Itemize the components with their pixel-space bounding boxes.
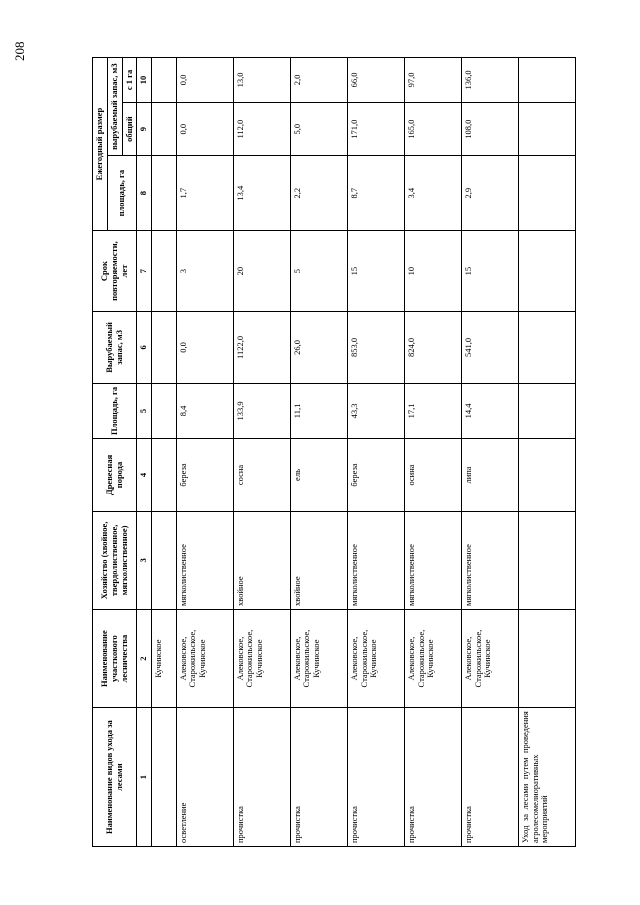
table-cell-c9: 5,0 (290, 102, 347, 155)
table-cell-c4 (152, 439, 177, 512)
table-cell-c2 (518, 610, 575, 708)
table-cell-c5: 43,3 (347, 383, 404, 439)
table-cell-c2: Алековское, Старожильское, Кучинское (176, 610, 233, 708)
table-row (461, 58, 518, 847)
rotated-table-container (92, 57, 576, 847)
header-annual-area: площадь, га (107, 156, 137, 231)
table-cell-c10: 13,0 (233, 58, 290, 103)
column-number: 2 (137, 610, 152, 708)
column-number: 1 (137, 708, 152, 847)
table-cell-c8: 13,4 (233, 156, 290, 231)
table-cell-c8 (152, 156, 177, 231)
table-cell-c1: прочистка (290, 708, 347, 847)
table-cell-c2: Алековское, Старожильское, Кучинское (233, 610, 290, 708)
table-row (290, 58, 347, 847)
table-cell-c8: 2,2 (290, 156, 347, 231)
table-cell-c1: прочистка (347, 708, 404, 847)
table-cell-c7: 3 (176, 231, 233, 312)
table-body (152, 58, 576, 847)
table-row (233, 58, 290, 847)
table-cell-c4: сосна (233, 439, 290, 512)
table-cell-c3: хвойное (233, 511, 290, 609)
table-cell-c3: мягколиственное (176, 511, 233, 609)
table-cell-c9: 171,0 (347, 102, 404, 155)
table-cell-c5: 11,1 (290, 383, 347, 439)
table-cell-c6: 0,0 (176, 312, 233, 384)
table-cell-c6: 1122,0 (233, 312, 290, 384)
table-cell-c5: 14,4 (461, 383, 518, 439)
table-cell-c1: прочистка (404, 708, 461, 847)
header-district-forestry: Наименование участкового лесничества (93, 610, 137, 708)
table-cell-c1 (152, 708, 177, 847)
table-row (347, 58, 404, 847)
table-cell-c7 (518, 231, 575, 312)
table-cell-c6: 541,0 (461, 312, 518, 384)
header-stock-total: общий (122, 102, 137, 155)
table-cell-c7: 10 (404, 231, 461, 312)
column-number: 8 (137, 156, 152, 231)
column-number-row (137, 58, 152, 847)
header-stock-per-ha: с 1 га (122, 58, 137, 103)
table-cell-c10 (152, 58, 177, 103)
table-cell-c10: 0,0 (176, 58, 233, 103)
table-cell-c4 (518, 439, 575, 512)
table-cell-c7: 15 (347, 231, 404, 312)
column-number: 10 (137, 58, 152, 103)
table-cell-c5 (518, 383, 575, 439)
table-cell-c4: липа (461, 439, 518, 512)
table-cell-c5: 17,1 (404, 383, 461, 439)
column-number: 6 (137, 312, 152, 384)
table-cell-c10 (518, 58, 575, 103)
table-cell-c10: 66,0 (347, 58, 404, 103)
table-cell-c9: 0,0 (176, 102, 233, 155)
table-cell-c2: Алековское, Старожильское, Кучинское (461, 610, 518, 708)
header-care-type: Наименование видов ухода за лесами (93, 708, 137, 847)
table-cell-c3: хвойное (290, 511, 347, 609)
forest-care-table (92, 57, 576, 847)
header-annual-stock: вырубаемый запас, м3 (107, 58, 122, 156)
table-cell-c5: 8,4 (176, 383, 233, 439)
table-cell-c2: Алековское, Старожильское, Кучинское (347, 610, 404, 708)
table-cell-c3 (152, 511, 177, 609)
table-cell-c4: осина (404, 439, 461, 512)
table-cell-c4: береза (176, 439, 233, 512)
table-cell-c6: 26,0 (290, 312, 347, 384)
table-cell-c2: Алековское, Старожильское, Кучинское (290, 610, 347, 708)
table-cell-c7: 15 (461, 231, 518, 312)
header-felled-stock: Вырубаемый запас, м3 (93, 312, 137, 384)
table-row (152, 58, 177, 847)
table-cell-c7: 5 (290, 231, 347, 312)
table-row (518, 58, 575, 847)
table-cell-c8: 1,7 (176, 156, 233, 231)
table-cell-c10: 136,0 (461, 58, 518, 103)
page-number: 208 (12, 41, 27, 61)
table-cell-c4: ель (290, 439, 347, 512)
table-cell-c10: 2,0 (290, 58, 347, 103)
table-cell-c6 (518, 312, 575, 384)
table-cell-c3: мягколиственное (404, 511, 461, 609)
header-area: Площадь, га (93, 383, 137, 439)
table-cell-c9: 112,0 (233, 102, 290, 155)
table-cell-c9: 165,0 (404, 102, 461, 155)
table-cell-c3: мягколиственное (347, 511, 404, 609)
table-cell-c8: 3,4 (404, 156, 461, 231)
table-cell-c6: 824,0 (404, 312, 461, 384)
table-cell-c3: мягколиственное (461, 511, 518, 609)
column-number: 9 (137, 102, 152, 155)
column-number: 3 (137, 511, 152, 609)
table-cell-c8: 8,7 (347, 156, 404, 231)
table-cell-c10: 97,0 (404, 58, 461, 103)
table-cell-c6: 853,0 (347, 312, 404, 384)
table-cell-c5 (152, 383, 177, 439)
table-cell-c8: 2,9 (461, 156, 518, 231)
header-annual-size: Ежегодный размер (93, 58, 108, 231)
table-cell-c2: Кучинское (152, 610, 177, 708)
table-cell-c6 (152, 312, 177, 384)
table-cell-c8 (518, 156, 575, 231)
table-row (404, 58, 461, 847)
table-cell-c1: прочистка (233, 708, 290, 847)
column-number: 5 (137, 383, 152, 439)
table-cell-c7: 20 (233, 231, 290, 312)
header-row-1 (93, 58, 108, 847)
table-cell-c2: Алековское, Старожильское, Кучинское (404, 610, 461, 708)
table-cell-c9 (152, 102, 177, 155)
column-number: 7 (137, 231, 152, 312)
table-cell-c1: Уход за лесами путем проведения агролесомелиоративных мероприятий (518, 708, 575, 847)
header-tree-species: Древесная порода (93, 439, 137, 512)
table-cell-c1: осветление (176, 708, 233, 847)
table-row (176, 58, 233, 847)
table-cell-c9 (518, 102, 575, 155)
table-cell-c7 (152, 231, 177, 312)
header-economy-type: Хозяйство (хвойное, твердолиственное, мягколиственное) (93, 511, 137, 609)
header-repeat-period: Срок повторяемости, лет (93, 231, 137, 312)
column-number: 4 (137, 439, 152, 512)
table-cell-c9: 108,0 (461, 102, 518, 155)
table-cell-c5: 133,9 (233, 383, 290, 439)
table-cell-c4: береза (347, 439, 404, 512)
table-cell-c3 (518, 511, 575, 609)
table-cell-c1: прочистка (461, 708, 518, 847)
